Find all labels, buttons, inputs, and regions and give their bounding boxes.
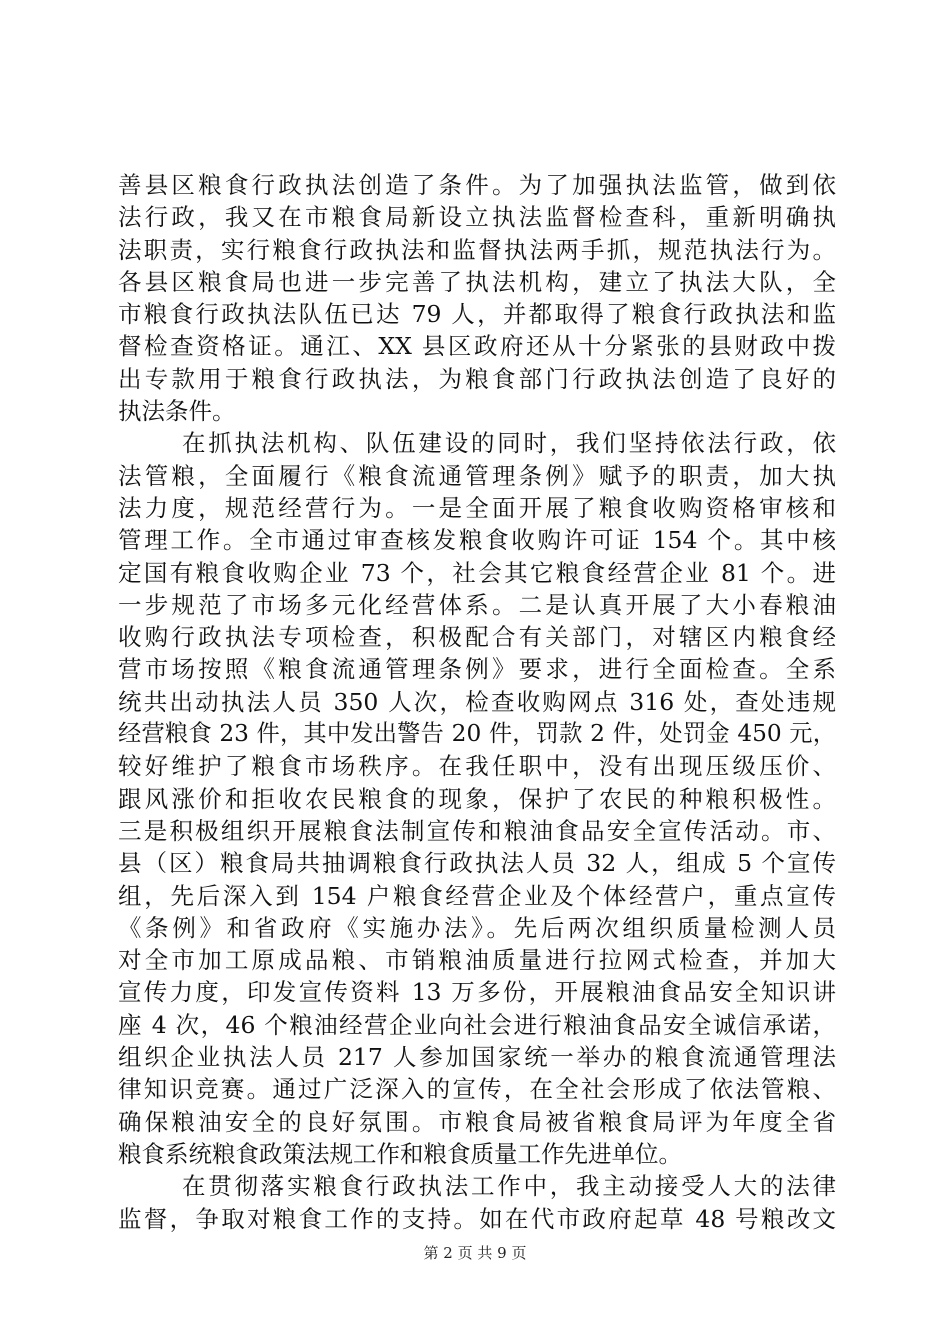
- text-line: 座 4 次，46 个粮油经营企业向社会进行粮油食品安全诚信承诺，: [118, 1010, 836, 1039]
- page-footer: 第 2 页 共 9 页: [423, 1244, 527, 1262]
- text-line: 律知识竞赛。通过广泛深入的宣传，在全社会形成了依法管粮、: [118, 1075, 836, 1104]
- text-line: 法职责，实行粮食行政执法和监督执法两手抓，规范执法行为。: [118, 235, 836, 264]
- text-line: 统共出动执法人员 350 人次，检查收购网点 316 处，查处违规: [118, 687, 836, 716]
- text-line: 法行政，我又在市粮食局新设立执法监督检查科，重新明确执: [118, 203, 836, 232]
- text-line: 各县区粮食局也进一步完善了执法机构，建立了执法大队，全: [118, 267, 836, 296]
- text-line: 确保粮油安全的良好氛围。市粮食局被省粮食局评为年度全省: [118, 1107, 836, 1136]
- text-line: 监督，争取对粮食工作的支持。如在代市政府起草 48 号粮改文: [118, 1204, 836, 1233]
- text-line: 营市场按照《粮食流通管理条例》要求，进行全面检查。全系: [118, 655, 836, 684]
- text-line: 在抓执法机构、队伍建设的同时，我们坚持依法行政，依: [182, 429, 836, 458]
- text-line: 法力度，规范经营行为。一是全面开展了粮食收购资格审核和: [118, 493, 836, 522]
- text-line: 出专款用于粮食行政执法，为粮食部门行政执法创造了良好的: [118, 364, 836, 393]
- text-line: 经营粮食 23 件，其中发出警告 20 件，罚款 2 件，处罚金 450 元，: [118, 720, 836, 748]
- text-line: 督检查资格证。通江、XX 县区政府还从十分紧张的县财政中拨: [118, 332, 836, 361]
- text-line: 在贯彻落实粮食行政执法工作中，我主动接受人大的法律: [182, 1172, 836, 1201]
- text-line: 较好维护了粮食市场秩序。在我任职中，没有出现压级压价、: [118, 752, 836, 781]
- text-line: 收购行政执法专项检查，积极配合有关部门，对辖区内粮食经: [118, 623, 836, 652]
- text-line: 执法条件。: [118, 397, 236, 426]
- text-line: 管理工作。全市通过审查核发粮食收购许可证 154 个。其中核: [118, 526, 836, 555]
- text-line: 市粮食行政执法队伍已达 79 人，并都取得了粮食行政执法和监: [118, 300, 836, 329]
- text-line: 粮食系统粮食政策法规工作和粮食质量工作先进单位。: [118, 1139, 682, 1168]
- text-line: 组织企业执法人员 217 人参加国家统一举办的粮食流通管理法: [118, 1043, 836, 1072]
- text-line: 一步规范了市场多元化经营体系。二是认真开展了大小春粮油: [118, 590, 836, 619]
- text-line: 宣传力度，印发宣传资料 13 万多份，开展粮油食品安全知识讲: [118, 978, 836, 1007]
- text-line: 《条例》和省政府《实施办法》。先后两次组织质量检测人员: [118, 913, 836, 942]
- text-line: 定国有粮食收购企业 73 个，社会其它粮食经营企业 81 个。进: [118, 558, 836, 587]
- text-line: 县（区）粮食局共抽调粮食行政执法人员 32 人，组成 5 个宣传: [118, 849, 836, 878]
- text-line: 组，先后深入到 154 户粮食经营企业及个体经营户，重点宣传: [118, 881, 836, 910]
- text-line: 善县区粮食行政执法创造了条件。为了加强执法监管，做到依: [118, 171, 836, 199]
- text-line: 对全市加工原成品粮、市销粮油质量进行拉网式检查，并加大: [118, 946, 836, 975]
- text-line: 跟风涨价和拒收农民粮食的现象，保护了农民的种粮积极性。: [118, 784, 836, 813]
- body-text: [118, 169, 836, 1235]
- text-line: 三是积极组织开展粮食法制宣传和粮油食品安全宣传活动。市、: [118, 816, 836, 845]
- text-line: 法管粮，全面履行《粮食流通管理条例》赋予的职责，加大执: [118, 461, 836, 490]
